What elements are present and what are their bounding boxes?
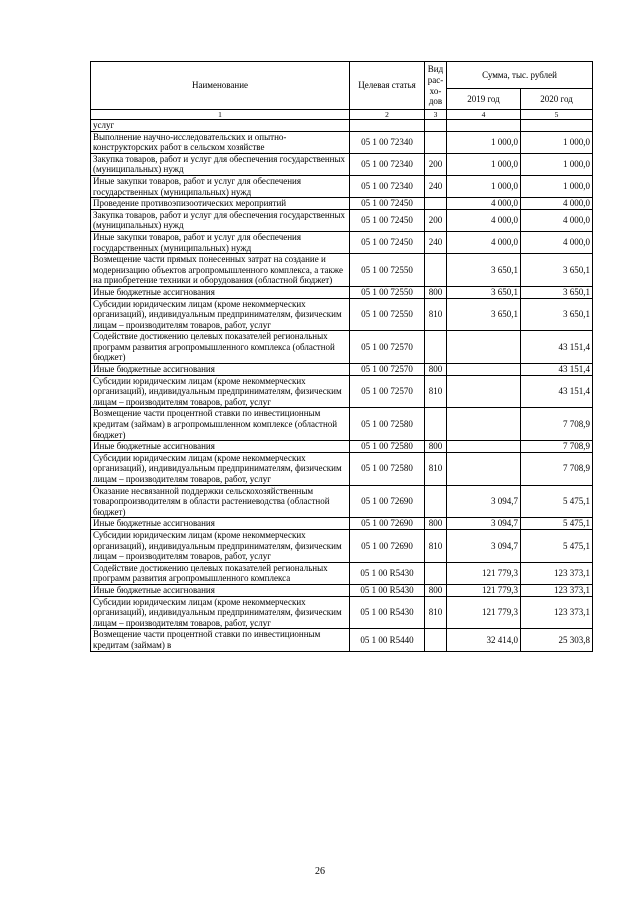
table-row bbox=[91, 286, 593, 298]
row-kind: 240 bbox=[425, 175, 447, 197]
row-name: Иные бюджетные ассигнования bbox=[91, 584, 350, 596]
row-name: Закупка товаров, работ и услуг для обеспечения государственных (муниципальных) нужд bbox=[91, 209, 350, 231]
row-name: Проведение противоэпизоотических мероприятий bbox=[91, 198, 350, 210]
row-kind bbox=[425, 198, 447, 210]
table-row bbox=[91, 518, 593, 530]
row-kind: 240 bbox=[425, 231, 447, 253]
row-kind: 810 bbox=[425, 452, 447, 485]
row-kind: 800 bbox=[425, 364, 447, 376]
row-code: 05 1 00 R5430 bbox=[350, 584, 425, 596]
row-code: 05 1 00 72690 bbox=[350, 485, 425, 518]
row-sum-2020: 5 475,1 bbox=[521, 529, 593, 562]
row-kind: 810 bbox=[425, 298, 447, 331]
row-name: Субсидии юридическим лицам (кроме некоммерческих организаций), индивидуальным предпринимателям, физическим лицам – производителям товаров, работ, услуг bbox=[91, 596, 350, 629]
table-row bbox=[91, 254, 593, 287]
row-kind: 800 bbox=[425, 584, 447, 596]
row-sum-2020: 7 708,9 bbox=[521, 441, 593, 453]
row-sum-2019: 121 779,3 bbox=[447, 562, 521, 584]
row-code: 05 1 00 72570 bbox=[350, 364, 425, 376]
table-body bbox=[91, 120, 593, 652]
row-sum-2019 bbox=[447, 452, 521, 485]
row-code: 05 1 00 72570 bbox=[350, 331, 425, 364]
row-code: 05 1 00 72550 bbox=[350, 298, 425, 331]
row-sum-2020: 3 650,1 bbox=[521, 298, 593, 331]
row-sum-2020: 123 373,1 bbox=[521, 596, 593, 629]
row-name: Закупка товаров, работ и услуг для обеспечения государственных (муниципальных) нужд bbox=[91, 153, 350, 175]
header-sum: Сумма, тыс. рублей bbox=[447, 62, 593, 89]
row-kind bbox=[425, 408, 447, 441]
row-sum-2020: 5 475,1 bbox=[521, 518, 593, 530]
row-sum-2020: 1 000,0 bbox=[521, 153, 593, 175]
row-kind: 800 bbox=[425, 286, 447, 298]
table-row bbox=[91, 298, 593, 331]
row-sum-2020: 5 475,1 bbox=[521, 485, 593, 518]
table-row bbox=[91, 209, 593, 231]
row-sum-2019 bbox=[447, 408, 521, 441]
row-code: 05 1 00 R5430 bbox=[350, 562, 425, 584]
row-code: 05 1 00 72550 bbox=[350, 286, 425, 298]
row-sum-2020: 123 373,1 bbox=[521, 562, 593, 584]
row-sum-2020: 1 000,0 bbox=[521, 175, 593, 197]
col-number: 4 bbox=[447, 110, 521, 120]
row-code: 05 1 00 72580 bbox=[350, 441, 425, 453]
row-code: 05 1 00 72570 bbox=[350, 375, 425, 408]
row-kind bbox=[425, 131, 447, 153]
row-name: Содействие достижению целевых показателей региональных программ развития агропромышленного комплекса (областной бюджет) bbox=[91, 331, 350, 364]
row-sum-2019: 3 650,1 bbox=[447, 254, 521, 287]
row-kind bbox=[425, 120, 447, 132]
table-row bbox=[91, 562, 593, 584]
row-kind: 810 bbox=[425, 596, 447, 629]
row-kind: 800 bbox=[425, 518, 447, 530]
row-sum-2019: 4 000,0 bbox=[447, 231, 521, 253]
row-sum-2019: 32 414,0 bbox=[447, 629, 521, 651]
row-code: 05 1 00 72450 bbox=[350, 198, 425, 210]
row-sum-2019: 1 000,0 bbox=[447, 175, 521, 197]
table-row bbox=[91, 331, 593, 364]
header-name: Наименование bbox=[91, 62, 350, 110]
table-row bbox=[91, 485, 593, 518]
row-sum-2019 bbox=[447, 120, 521, 132]
row-sum-2020: 4 000,0 bbox=[521, 209, 593, 231]
row-name: Иные бюджетные ассигнования bbox=[91, 286, 350, 298]
row-kind: 810 bbox=[425, 529, 447, 562]
row-sum-2020: 43 151,4 bbox=[521, 375, 593, 408]
header-target: Целевая статья bbox=[350, 62, 425, 110]
row-kind bbox=[425, 562, 447, 584]
table-row bbox=[91, 408, 593, 441]
row-sum-2019 bbox=[447, 331, 521, 364]
col-number: 1 bbox=[91, 110, 350, 120]
row-sum-2020 bbox=[521, 120, 593, 132]
row-code: 05 1 00 72690 bbox=[350, 529, 425, 562]
table-row bbox=[91, 231, 593, 253]
row-sum-2019: 121 779,3 bbox=[447, 596, 521, 629]
header-kind: Вид рас-хо-дов bbox=[425, 62, 447, 110]
row-name: Иные закупки товаров, работ и услуг для обеспечения государственных (муниципальных) нужд bbox=[91, 231, 350, 253]
row-name: Возмещение части процентной ставки по инвестиционным кредитам (займам) в bbox=[91, 629, 350, 651]
page-number: 26 bbox=[315, 866, 325, 877]
row-kind bbox=[425, 254, 447, 287]
row-kind bbox=[425, 629, 447, 651]
table-row bbox=[91, 120, 593, 132]
col-number: 5 bbox=[521, 110, 593, 120]
header-year-2020: 2020 год bbox=[521, 89, 593, 110]
row-code: 05 1 00 72580 bbox=[350, 408, 425, 441]
row-sum-2019 bbox=[447, 375, 521, 408]
row-sum-2020: 1 000,0 bbox=[521, 131, 593, 153]
row-kind bbox=[425, 331, 447, 364]
row-sum-2020: 25 303,8 bbox=[521, 629, 593, 651]
row-name: Иные бюджетные ассигнования bbox=[91, 441, 350, 453]
row-name: Иные закупки товаров, работ и услуг для обеспечения государственных (муниципальных) нужд bbox=[91, 175, 350, 197]
row-kind: 800 bbox=[425, 441, 447, 453]
row-sum-2019 bbox=[447, 441, 521, 453]
row-sum-2019: 4 000,0 bbox=[447, 209, 521, 231]
row-sum-2020: 43 151,4 bbox=[521, 331, 593, 364]
table-row bbox=[91, 629, 593, 651]
row-name: Содействие достижению целевых показателей региональных программ развития агропромышленного комплекса bbox=[91, 562, 350, 584]
row-sum-2020: 123 373,1 bbox=[521, 584, 593, 596]
table-row bbox=[91, 596, 593, 629]
row-sum-2019: 1 000,0 bbox=[447, 153, 521, 175]
col-number: 2 bbox=[350, 110, 425, 120]
row-code: 05 1 00 72580 bbox=[350, 452, 425, 485]
table-row bbox=[91, 364, 593, 376]
table-row bbox=[91, 452, 593, 485]
row-sum-2019: 3 094,7 bbox=[447, 529, 521, 562]
row-name: Иные бюджетные ассигнования bbox=[91, 518, 350, 530]
header-year-2019: 2019 год bbox=[447, 89, 521, 110]
row-sum-2019: 1 000,0 bbox=[447, 131, 521, 153]
row-sum-2019: 3 650,1 bbox=[447, 298, 521, 331]
row-kind: 200 bbox=[425, 209, 447, 231]
row-code: 05 1 00 72450 bbox=[350, 231, 425, 253]
row-sum-2019: 121 779,3 bbox=[447, 584, 521, 596]
row-code: 05 1 00 72340 bbox=[350, 175, 425, 197]
row-sum-2019: 3 094,7 bbox=[447, 518, 521, 530]
row-sum-2020: 4 000,0 bbox=[521, 198, 593, 210]
table-row bbox=[91, 584, 593, 596]
row-name: Субсидии юридическим лицам (кроме некоммерческих организаций), индивидуальным предпринимателям, физическим лицам – производителям товаров, работ, услуг bbox=[91, 529, 350, 562]
row-code: 05 1 00 72450 bbox=[350, 209, 425, 231]
row-kind: 810 bbox=[425, 375, 447, 408]
row-name: Возмещение части процентной ставки по инвестиционным кредитам (займам) в агропромышленном комплексе (областной бюджет) bbox=[91, 408, 350, 441]
row-code: 05 1 00 72550 bbox=[350, 254, 425, 287]
row-sum-2020: 7 708,9 bbox=[521, 452, 593, 485]
budget-table bbox=[90, 61, 593, 652]
row-name: услуг bbox=[91, 120, 350, 132]
row-sum-2019 bbox=[447, 364, 521, 376]
table-row bbox=[91, 153, 593, 175]
row-sum-2020: 43 151,4 bbox=[521, 364, 593, 376]
row-name: Субсидии юридическим лицам (кроме некоммерческих организаций), индивидуальным предпринимателям, физическим лицам – производителям товаров, работ, услуг bbox=[91, 452, 350, 485]
row-name: Возмещение части прямых понесенных затрат на создание и модернизацию объектов агропромышленного комплекса, а также на приобретение техники и оборудования (областной бюджет) bbox=[91, 254, 350, 287]
row-sum-2020: 3 650,1 bbox=[521, 286, 593, 298]
col-number: 3 bbox=[425, 110, 447, 120]
row-name: Субсидии юридическим лицам (кроме некоммерческих организаций), индивидуальным предпринимателям, физическим лицам – производителям товаров, работ, услуг bbox=[91, 375, 350, 408]
row-sum-2019: 3 650,1 bbox=[447, 286, 521, 298]
row-name: Оказание несвязанной поддержки сельскохозяйственным товаропроизводителям в области растениеводства (областной бюджет) bbox=[91, 485, 350, 518]
row-code: 05 1 00 R5440 bbox=[350, 629, 425, 651]
table-row bbox=[91, 198, 593, 210]
row-kind: 200 bbox=[425, 153, 447, 175]
row-name: Иные бюджетные ассигнования bbox=[91, 364, 350, 376]
row-sum-2019: 3 094,7 bbox=[447, 485, 521, 518]
row-sum-2020: 4 000,0 bbox=[521, 231, 593, 253]
row-sum-2020: 7 708,9 bbox=[521, 408, 593, 441]
row-code: 05 1 00 72340 bbox=[350, 153, 425, 175]
row-code: 05 1 00 R5430 bbox=[350, 596, 425, 629]
row-kind bbox=[425, 485, 447, 518]
row-name: Субсидии юридическим лицам (кроме некоммерческих организаций), индивидуальным предпринимателям, физическим лицам – производителям товаров, работ, услуг bbox=[91, 298, 350, 331]
table-row bbox=[91, 131, 593, 153]
table-row bbox=[91, 175, 593, 197]
table-row bbox=[91, 441, 593, 453]
row-code: 05 1 00 72690 bbox=[350, 518, 425, 530]
row-code bbox=[350, 120, 425, 132]
row-sum-2019: 4 000,0 bbox=[447, 198, 521, 210]
table-row bbox=[91, 529, 593, 562]
row-name: Выполнение научно-исследовательских и опытно-конструкторских работ в сельском хозяйстве bbox=[91, 131, 350, 153]
row-sum-2020: 3 650,1 bbox=[521, 254, 593, 287]
table-row bbox=[91, 375, 593, 408]
row-code: 05 1 00 72340 bbox=[350, 131, 425, 153]
